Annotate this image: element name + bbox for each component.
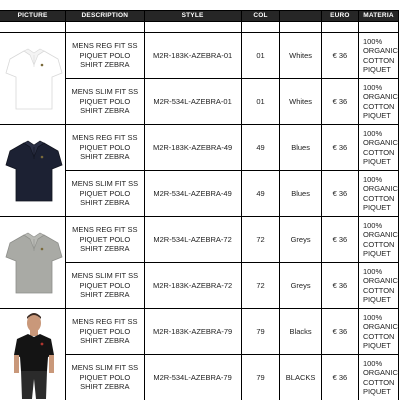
header-description: DESCRIPTION xyxy=(66,11,144,22)
cell-description: MENS SLIM FIT SS PIQUET POLO SHIRT ZEBRA xyxy=(66,355,144,400)
cell-style: M2R-183K-AZEBRA-01 xyxy=(144,33,241,79)
cell-col: 49 xyxy=(241,171,280,217)
header-row xyxy=(0,11,399,22)
cell-material: 100% ORGANIC COTTON PIQUET xyxy=(358,355,398,400)
cell-col: 01 xyxy=(241,79,280,125)
cell-price: € 36 xyxy=(321,125,358,171)
cell-col: 49 xyxy=(241,125,280,171)
cell-colour: Blacks xyxy=(280,309,321,355)
cell-colour: Whites xyxy=(280,79,321,125)
header-euro: EURO xyxy=(321,11,358,22)
cell-material: 100% ORGANIC COTTON PIQUET xyxy=(358,33,398,79)
product-photo xyxy=(0,309,66,400)
header-material: MATERIA xyxy=(358,11,398,22)
cell-description: MENS REG FIT SS PIQUET POLO SHIRT ZEBRA xyxy=(66,309,144,355)
cell-description: MENS SLIM FIT SS PIQUET POLO SHIRT ZEBRA xyxy=(66,171,144,217)
cell-col: 79 xyxy=(241,355,280,400)
cell-style: M2R-183K-AZEBRA-79 xyxy=(144,309,241,355)
product-photo xyxy=(0,33,66,125)
cell-price: € 36 xyxy=(321,79,358,125)
cell-colour: BLACKS xyxy=(280,355,321,400)
cell-price: € 36 xyxy=(321,309,358,355)
cell-material: 100% ORGANIC COTTON PIQUET xyxy=(358,217,398,263)
cell-style: M2R-183K-AZEBRA-49 xyxy=(144,125,241,171)
cell-colour: Blues xyxy=(280,125,321,171)
header-style: STYLE xyxy=(144,11,241,22)
table-row xyxy=(0,309,399,355)
product-table xyxy=(0,10,399,400)
cell-colour: Greys xyxy=(280,217,321,263)
header-picture: PICTURE xyxy=(0,11,66,22)
cell-style: M2R-534L-AZEBRA-49 xyxy=(144,171,241,217)
cell-material: 100% ORGANIC COTTON PIQUET xyxy=(358,309,398,355)
cell-style: M2R-534L-AZEBRA-79 xyxy=(144,355,241,400)
cell-price: € 36 xyxy=(321,217,358,263)
cell-price: € 36 xyxy=(321,263,358,309)
header-col: COL xyxy=(241,11,280,22)
cell-price: € 36 xyxy=(321,355,358,400)
cell-price: € 36 xyxy=(321,171,358,217)
cell-style: M2R-534L-AZEBRA-72 xyxy=(144,217,241,263)
table-row xyxy=(0,33,399,79)
cell-description: MENS REG FIT SS PIQUET POLO SHIRT ZEBRA xyxy=(66,33,144,79)
cell-description: MENS SLIM FIT SS PIQUET POLO SHIRT ZEBRA xyxy=(66,79,144,125)
cell-material: 100% ORGANIC COTTON PIQUET xyxy=(358,79,398,125)
cell-material: 100% ORGANIC COTTON PIQUET xyxy=(358,171,398,217)
cell-style: M2R-534L-AZEBRA-01 xyxy=(144,79,241,125)
cell-description: MENS REG FIT SS PIQUET POLO SHIRT ZEBRA xyxy=(66,217,144,263)
cell-colour: Blues xyxy=(280,171,321,217)
cell-col: 79 xyxy=(241,309,280,355)
header-colour xyxy=(280,11,321,22)
cell-material: 100% ORGANIC COTTON PIQUET xyxy=(358,263,398,309)
cell-material: 100% ORGANIC COTTON PIQUET xyxy=(358,125,398,171)
cell-price: € 36 xyxy=(321,33,358,79)
cell-description: MENS SLIM FIT SS PIQUET POLO SHIRT ZEBRA xyxy=(66,263,144,309)
product-photo xyxy=(0,125,66,217)
product-photo xyxy=(0,217,66,309)
cell-colour: Whites xyxy=(280,33,321,79)
spacer-row xyxy=(0,22,399,33)
cell-description: MENS REG FIT SS PIQUET POLO SHIRT ZEBRA xyxy=(66,125,144,171)
table-row xyxy=(0,217,399,263)
cell-col: 01 xyxy=(241,33,280,79)
cell-colour: Greys xyxy=(280,263,321,309)
table-row xyxy=(0,125,399,171)
cell-style: M2R-183K-AZEBRA-72 xyxy=(144,263,241,309)
cell-col: 72 xyxy=(241,217,280,263)
cell-col: 72 xyxy=(241,263,280,309)
